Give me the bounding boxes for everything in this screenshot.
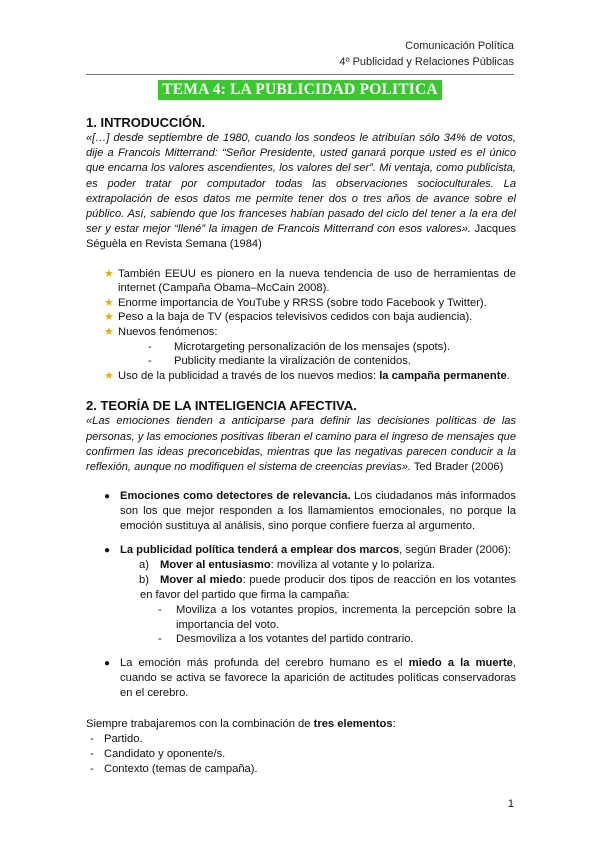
list-item: b) Mover al miedo: puede producir dos tipos de reacción en los votantes en favor del partido que firma la campaña: - Moviliza a los votantes propios, incrementa la percepción sobre la importancia del voto. - Desmoviliza a los votantes del partido contrario.: [139, 574, 516, 646]
star-icon: ★: [104, 369, 114, 382]
star-list: [86, 267, 516, 384]
quote-text: «Las emociones tienden a anticiparse para definir las decisiones políticas de las personas, y las emociones positivas liberan el camino para el ingreso de mensajes que confirmen las ideas preconcebidas, mientras que las negativas parecen conducir a la reflexión, aunque no modifiquen el sistema de creencias previas».: [86, 415, 516, 473]
page-number: 1: [507, 798, 514, 810]
section-heading-inteligencia-afectiva: 2. TEORÍA DE LA INTELIGENCIA AFECTIVA.: [86, 398, 357, 414]
quote-source: Jacques Séguèla en Revista Semana (1984): [86, 223, 516, 251]
bullet-icon: ●: [104, 491, 111, 503]
brader-quote: [86, 414, 516, 475]
bullet-list: [86, 489, 516, 701]
list-item: ★ Nuevos fenómenos: - Microtargeting personalización de los mensajes (spots). - Publicity mediante la viralización de contenidos.: [86, 325, 516, 369]
list-item: ● La emoción más profunda del cerebro humano es el miedo a la muerte, cuando se activa se favorece la aparición de actitudes políticas conservadoras en el cerebro.: [104, 656, 516, 699]
list-item: - Contexto (temas de campaña).: [90, 762, 258, 775]
quote-text: «[…] desde septiembre de 1980, cuando los sondeos le atribuían sólo 34% de votos, dije a Francois Mitterrand: “Señor Presidente, usted ganará porque usted es el único que encarna los valores ascendientes, los valores del ser”. Mi ventaja, como publicista, es poder tratar por computador todas las observaciones socioculturales. La extrapolación de esos datos me permite tener dos o tres años de avance sobre el público. Así, sabiendo que los franceses habían pasado del ciclo del tener a la era del ser y estar mejor “llené” la imagen de Francois Mitterrand con esos valores».: [86, 132, 516, 236]
frames-list: [86, 558, 516, 647]
document-body: [86, 114, 516, 777]
list-item: - Microtargeting personalización de los mensajes (spots).: [148, 340, 451, 353]
course-subtitle: 4º Publicidad y Relaciones Públicas: [339, 56, 514, 68]
list-item: - Moviliza a los votantes propios, incrementa la percepción sobre la importancia del voto.: [158, 604, 516, 631]
list-item: - Partido.: [90, 732, 143, 745]
sub-list: [148, 340, 516, 369]
list-item: - Candidato y oponente/s.: [90, 747, 226, 760]
bullet-icon: ●: [104, 545, 111, 557]
quote-source: Ted Brader (2006): [411, 460, 504, 473]
list-item: ● Emociones como detectores de relevancia. Los ciudadanos más informados son los que mejor responden a los llamamientos emocionales, no porque la emoción sustituya al análisis, sino porque confiere fuerza al argumento.: [104, 490, 516, 533]
header-divider: [86, 74, 514, 75]
course-title: Comunicación Política: [405, 40, 514, 52]
list-item: ● La publicidad política tenderá a emplear dos marcos, según Brader (2006): a) Mover al entusiasmo: moviliza al votante y lo polariza. b) Mover al miedo: puede producir dos tipos de reacción en los votantes en favor del partido que firma la campaña: - Moviliza a los votantes propios, incrementa la percepción sobre la importancia del voto. - Desmoviliza a los votantes del partido contrario.: [86, 543, 516, 647]
seguela-quote: [86, 131, 516, 253]
list-item: ★ Uso de la publicidad a través de los nuevos medios: la campaña permanente.: [104, 369, 510, 382]
elements-list: [86, 732, 516, 777]
list-item: ★ Peso a la baja de TV (espacios televisivos cedidos con baja audiencia).: [104, 311, 473, 324]
list-item: - Publicity mediante la viralización de contenidos.: [148, 355, 411, 368]
section-heading-introduccion: 1. INTRODUCCIÓN.: [86, 115, 206, 130]
star-icon: ★: [104, 296, 114, 309]
list-item: a) Mover al entusiasmo: moviliza al votante y lo polariza.: [139, 559, 435, 572]
star-icon: ★: [104, 267, 114, 280]
closing-intro: Siempre trabajaremos con la combinación de tres elementos:: [86, 717, 396, 730]
page-header: [339, 38, 514, 70]
list-item: ★ También EEUU es pionero en la nueva tendencia de uso de herramientas de internet (Campaña Obama–McCain 2008).: [104, 267, 516, 295]
list-item: - Desmoviliza a los votantes del partido contrario.: [158, 633, 414, 646]
list-item: ★ Enorme importancia de YouTube y RRSS (sobre todo Facebook y Twitter).: [104, 296, 487, 309]
bullet-icon: ●: [104, 657, 111, 669]
sub-list: [158, 603, 516, 647]
star-icon: ★: [104, 326, 114, 338]
star-icon: ★: [104, 311, 114, 324]
page-title: TEMA 4: LA PUBLICIDAD POLITICA: [158, 80, 442, 100]
title-wrap: [0, 80, 600, 100]
